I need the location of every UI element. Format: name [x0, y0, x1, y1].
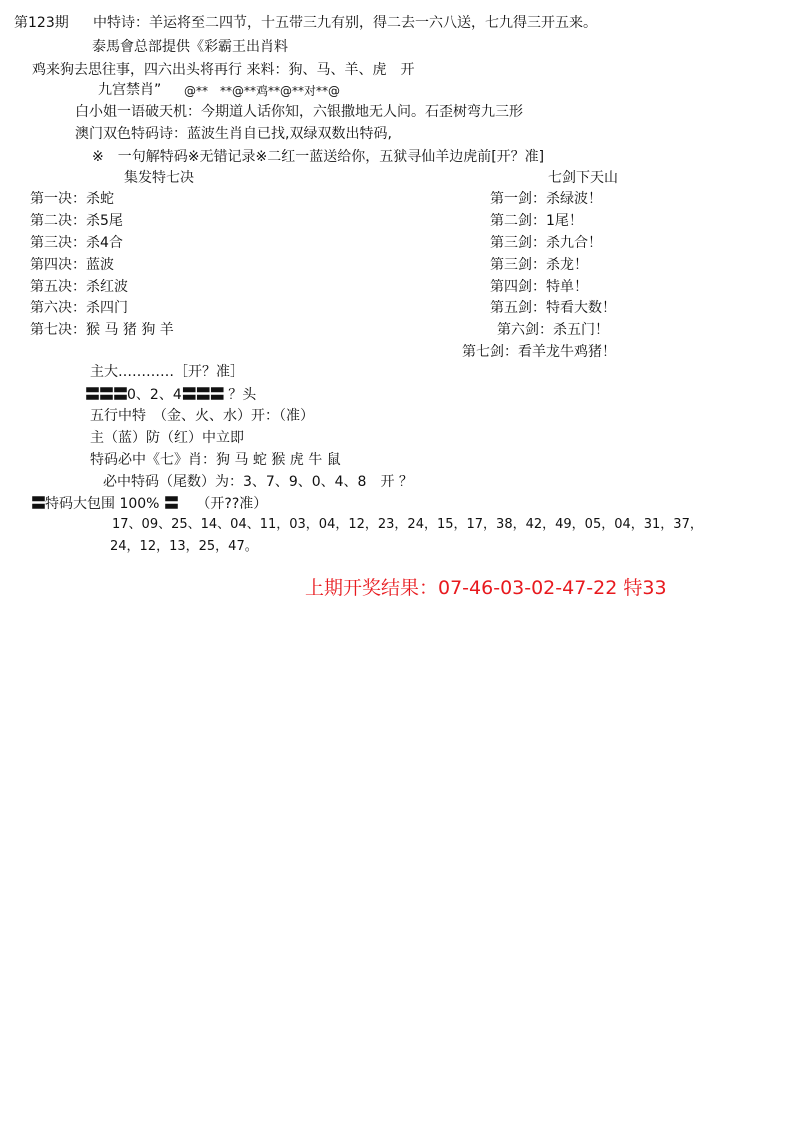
left-item: 第一决：杀蛇 — [30, 191, 114, 207]
left-item: 第二决：杀5尾 — [30, 213, 123, 229]
forbidden-zodiac-code: @** **@**鸡**@**对**@ — [184, 84, 341, 98]
surround-numbers-row1: 17、09、25、14、04、11，03，04，12，23，24，15，17，38，42，49，05，04，31，37， — [112, 517, 703, 532]
right-item: 第三剑：杀龙！ — [490, 257, 588, 273]
right-item: 第五剑：特看大数！ — [490, 300, 616, 316]
zhu-line: 主（蓝）防（红）中立即 — [90, 430, 244, 446]
right-item: 第三剑：杀九合！ — [490, 235, 602, 251]
baixiaojie-line: 白小姐一语破天机：今期道人话你知，六银撒地无人问。石歪树弯九三形 — [75, 104, 523, 120]
tail-number-line: 必中特码（尾数）为：3、7、9、0、4、8 开 ？ — [103, 474, 413, 490]
symbol-bar: 〓 — [163, 494, 178, 512]
right-section-title: 七剑下天山 — [548, 170, 618, 186]
left-item: 第七决：猴 马 猪 狗 羊 — [30, 322, 174, 338]
surround-tail: （开??准） — [196, 496, 268, 512]
right-item: 第二剑：1尾！ — [490, 213, 583, 229]
left-item: 第四决：蓝波 — [30, 257, 114, 273]
right-item: 第六剑：杀五门！ — [497, 322, 609, 338]
symbol-bar: 〓 — [31, 494, 46, 512]
surround-numbers-row2: 24，12，13，25，47。 — [110, 539, 258, 554]
left-item: 第五决：杀红波 — [30, 279, 128, 295]
right-item: 第七剑：看羊龙牛鸡猪！ — [462, 344, 616, 360]
left-section-title: 集发特七决 — [124, 170, 194, 186]
surround-line — [31, 494, 267, 513]
surround-label: 特码大包围 100% — [45, 496, 160, 512]
head-numbers: 0、2、4 — [127, 387, 182, 403]
provider-line: 泰馬會总部提供《彩霸王出肖料 — [92, 39, 288, 55]
zodiac-line: 特码必中《七》肖：狗 马 蛇 猴 虎 牛 鼠 — [90, 452, 341, 468]
main-big-line: 主大…………［开？准］ — [90, 364, 244, 380]
right-item: 第一剑：杀绿波！ — [490, 191, 602, 207]
head-numbers-row — [85, 385, 256, 404]
issue-number: 第123期 — [14, 15, 69, 31]
forbidden-zodiac-label: 九宫禁肖” — [98, 82, 162, 98]
wuxing-line: 五行中特 （金、火、水）开：（准） — [90, 408, 314, 424]
source-line: 鸡来狗去思往事，四六出头将再行 来料：狗、马、羊、虎 开 — [32, 62, 415, 78]
symbol-bar: 〓〓〓 — [181, 385, 224, 403]
left-item: 第三决：杀4合 — [30, 235, 123, 251]
macau-poem-line: 澳门双色特码诗：蓝波生肖自已找,双绿双数出特码, — [75, 126, 392, 142]
head-suffix: ？头 — [228, 387, 257, 403]
last-result: 上期开奖结果：07-46-03-02-47-22 特33 — [305, 577, 667, 599]
symbol-bar: 〓〓〓 — [85, 385, 128, 403]
left-item: 第六决：杀四门 — [30, 300, 128, 316]
right-item: 第四剑：特单！ — [490, 279, 588, 295]
one-sentence-line: ※ 一句解特码※无错记录※二红一蓝送给你，五狱寻仙羊边虎前[开？准] — [92, 149, 545, 165]
poem-line: 中特诗：羊运将至二四节，十五带三九有别，得二去一六八送，七九得三开五来。 — [93, 15, 597, 31]
